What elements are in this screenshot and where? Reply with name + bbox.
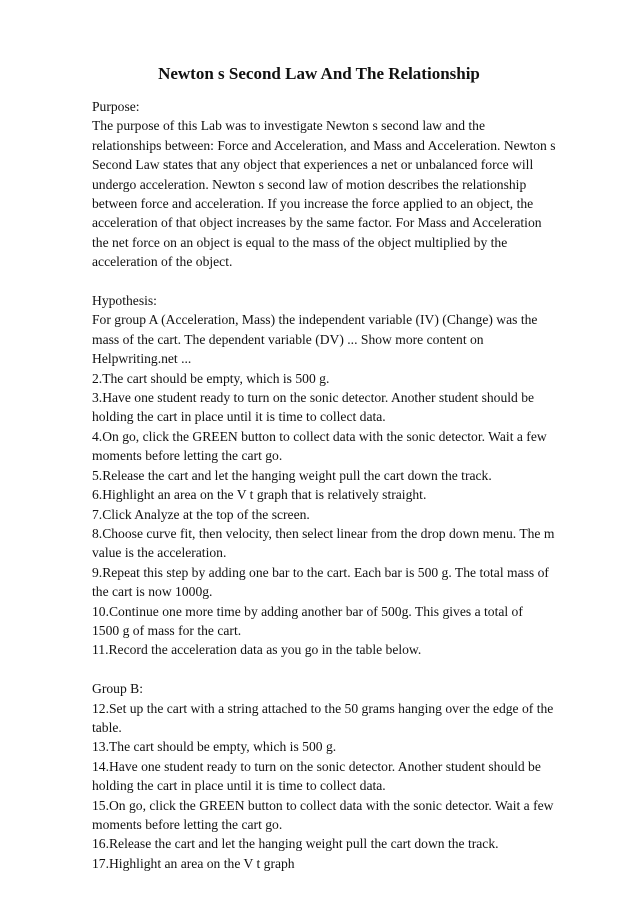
paragraph-gap <box>92 660 592 679</box>
procedure-step: 14.Have one student ready to turn on the sonic detector. Another student should be <box>92 758 541 774</box>
hypothesis-line: For group A (Acceleration, Mass) the independent variable (IV) (Change) was the <box>92 312 538 328</box>
purpose-section <box>92 97 592 272</box>
purpose-heading: Purpose: <box>92 99 140 114</box>
procedure-step: 11.Record the acceleration data as you go in the table below. <box>92 642 422 658</box>
procedure-step: 8.Choose curve fit, then velocity, then select linear from the drop down menu. The m <box>92 525 555 541</box>
purpose-line: acceleration of that object increases by the same factor. For Mass and Acceleration <box>92 215 542 231</box>
procedure-step: holding the cart in place until it is time to collect data. <box>92 778 386 794</box>
procedure-step: moments before letting the cart go. <box>92 817 283 832</box>
procedure-step: 6.Highlight an area on the V t graph that is relatively straight. <box>92 487 427 503</box>
procedure-step: 2.The cart should be empty, which is 500 g. <box>92 370 330 386</box>
document-body <box>92 97 592 873</box>
procedure-step: 15.On go, click the GREEN button to collect data with the sonic detector. Wait a few <box>92 797 554 813</box>
procedure-step: 9.Repeat this step by adding one bar to the cart. Each bar is 500 g. The total mass of <box>92 564 549 580</box>
procedure-step: 10.Continue one more time by adding another bar of 500g. This gives a total of <box>92 603 523 619</box>
hypothesis-line: Helpwriting.net ... <box>92 351 192 367</box>
procedure-step: the cart is now 1000g. <box>92 584 213 600</box>
hypothesis-heading: Hypothesis: <box>92 293 157 309</box>
purpose-line: relationships between: Force and Acceleration, and Mass and Acceleration. Newton s <box>92 137 556 153</box>
page-title: Newton s Second Law And The Relationship <box>158 64 480 83</box>
procedure-step: holding the cart in place until it is time to collect data. <box>92 409 386 425</box>
procedure-step: 12.Set up the cart with a string attached to the 50 grams hanging over the edge of the <box>92 700 554 716</box>
purpose-line: The purpose of this Lab was to investigate Newton s second law and the <box>92 118 485 134</box>
procedure-step: 17.Highlight an area on the V t graph <box>92 855 295 871</box>
procedure-step: 5.Release the cart and let the hanging weight pull the cart down the track. <box>92 467 492 483</box>
procedure-step: 3.Have one student ready to turn on the sonic detector. Another student should be <box>92 390 535 406</box>
procedure-step: 4.On go, click the GREEN button to collect data with the sonic detector. Wait a few <box>92 428 547 444</box>
purpose-line: undergo acceleration. Newton s second law of motion describes the relationship <box>92 176 527 192</box>
procedure-step: table. <box>92 719 122 735</box>
purpose-line: Second Law states that any object that experiences a net or unbalanced force will <box>92 157 534 173</box>
procedure-step: value is the acceleration. <box>92 545 227 561</box>
procedure-step: 1500 g of mass for the cart. <box>92 622 242 638</box>
group-b-section <box>92 679 592 873</box>
hypothesis-section <box>92 291 592 660</box>
hypothesis-line: mass of the cart. The dependent variable (DV) ... Show more content on <box>92 331 484 347</box>
paragraph-gap <box>92 272 592 291</box>
procedure-step: 7.Click Analyze at the top of the screen. <box>92 506 310 522</box>
procedure-step: moments before letting the cart go. <box>92 448 283 464</box>
group-b-heading: Group B: <box>92 681 143 697</box>
purpose-line: acceleration of the object. <box>92 254 233 270</box>
purpose-line: between force and acceleration. If you increase the force applied to an object, the <box>92 196 534 212</box>
purpose-line: the net force on an object is equal to the mass of the object multiplied by the <box>92 234 508 250</box>
procedure-step: 13.The cart should be empty, which is 500 g. <box>92 739 337 755</box>
procedure-step: 16.Release the cart and let the hanging weight pull the cart down the track. <box>92 836 499 852</box>
